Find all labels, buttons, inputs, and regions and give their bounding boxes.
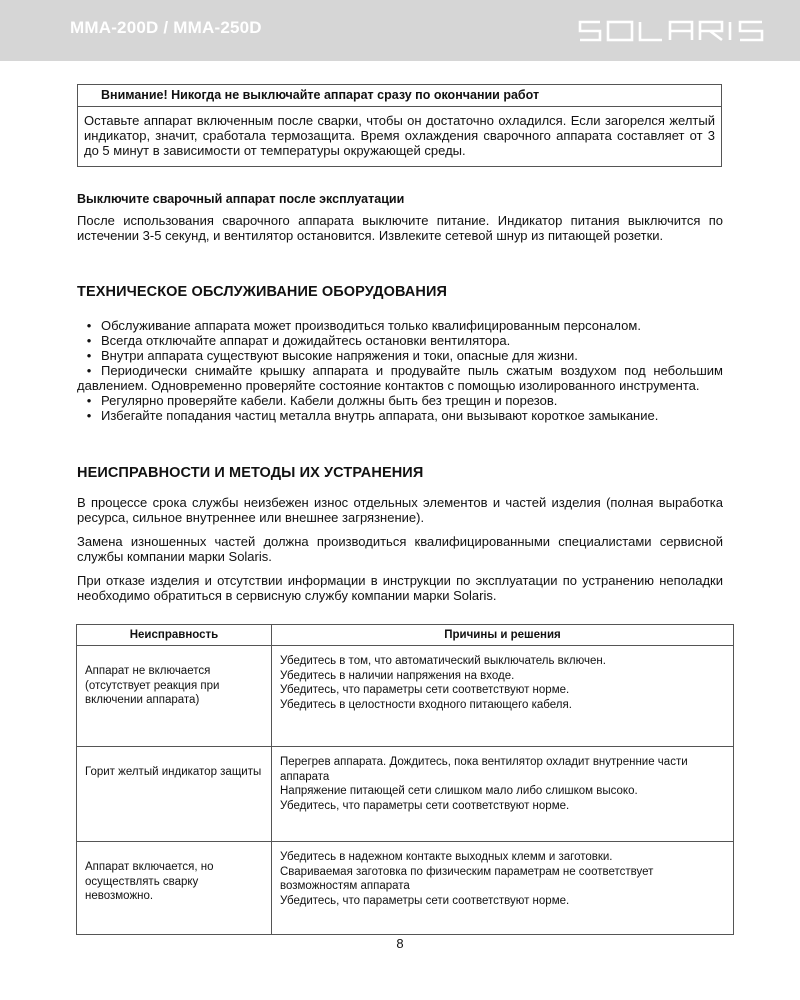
list-item: • Избегайте попадания частиц металла внутрь аппарата, они вызывают короткое замыкание. [86, 408, 659, 423]
table-row [77, 842, 734, 935]
solutions-cell: Убедитесь в надежном контакте выходных клемм и заготовки. Свариваемая заготовка по физическим параметрам не соответствует возможностям аппарата Убедитесь, что параметры сети соответствуют норме. [272, 842, 734, 935]
fault-cell: Горит желтый индикатор защиты [77, 747, 272, 842]
troubleshooting-paragraphs [77, 495, 723, 603]
fault-cell: Аппарат включается, но осуществлять сварку невозможно. [77, 842, 272, 935]
table-row [77, 747, 734, 842]
paragraph: При отказе изделия и отсутствии информации в инструкции по эксплуатации по устранению неполадки необходимо обратиться в сервисную службу компании марки Solaris. [77, 573, 723, 603]
solutions-cell: Убедитесь в том, что автоматический выключатель включен. Убедитесь в наличии напряжения на входе. Убедитесь, что параметры сети соответствуют норме. Убедитесь в целостности входного питающего кабеля. [272, 646, 734, 747]
table-header-row [77, 625, 734, 646]
shutdown-section [77, 192, 723, 243]
troubleshooting-section [77, 465, 723, 481]
maintenance-heading: ТЕХНИЧЕСКОЕ ОБСЛУЖИВАНИЕ ОБОРУДОВАНИЯ [77, 284, 447, 300]
solaris-logo [578, 20, 770, 42]
table-row [77, 646, 734, 747]
paragraph: В процессе срока службы неизбежен износ отдельных элементов и частей изделия (полная выработка ресурса, сильное внутреннее или внешнее загрязнение). [77, 495, 723, 525]
maintenance-list-wrap [77, 318, 723, 423]
warning-text: Оставьте аппарат включенным после сварки, чтобы он достаточно охладился. Если загорелся желтый индикатор, значит, сработала термозащита. Время охлаждения сварочного аппарата составляет от 3 до 5 минут в зависимости от температуры окружающей среды. [84, 113, 715, 158]
column-header-fault: Неисправность [77, 625, 272, 646]
shutdown-heading: Выключите сварочный аппарат после эксплуатации [77, 192, 405, 206]
warning-title: Внимание! Никогда не выключайте аппарат сразу по окончании работ [78, 85, 721, 107]
model-title: MMA-200D / MMA-250D [70, 18, 262, 37]
page-header [0, 0, 800, 61]
page-number: 8 [396, 936, 404, 951]
troubleshooting-heading: НЕИСПРАВНОСТИ И МЕТОДЫ ИХ УСТРАНЕНИЯ [77, 465, 424, 481]
list-item: • Всегда отключайте аппарат и дожидайтесь остановки вентилятора. [86, 333, 511, 348]
fault-cell: Аппарат не включается (отсутствует реакция при включении аппарата) [77, 646, 272, 747]
maintenance-list [77, 318, 723, 423]
maintenance-section [77, 284, 723, 300]
warning-box [77, 84, 722, 167]
list-item: • Периодически снимайте крышку аппарата и продувайте пыль сжатым воздухом под небольшим давлением. Одновременно проверяйте состояние контактов с помощью изолированного инструмента. [77, 363, 723, 393]
list-item: • Обслуживание аппарата может производиться только квалифицированным персоналом. [86, 318, 641, 333]
troubleshooting-table [76, 624, 734, 935]
list-item: • Внутри аппарата существуют высокие напряжения и токи, опасные для жизни. [86, 348, 578, 363]
shutdown-text: После использования сварочного аппарата выключите питание. Индикатор питания выключится по истечении 3-5 секунд, и вентилятор остановится. Извлеките сетевой шнур из питающей розетки. [77, 213, 723, 243]
paragraph: Замена изношенных частей должна производиться квалифицированными специалистами сервисной службы компании марки Solaris. [77, 534, 723, 564]
list-item: • Регулярно проверяйте кабели. Кабели должны быть без трещин и порезов. [86, 393, 558, 408]
column-header-solutions: Причины и решения [272, 625, 734, 646]
solutions-cell: Перегрев аппарата. Дождитесь, пока вентилятор охладит внутренние части аппарата Напряжение питающей сети слишком мало либо слишком высоко. Убедитесь, что параметры сети соответствуют норме. [272, 747, 734, 842]
